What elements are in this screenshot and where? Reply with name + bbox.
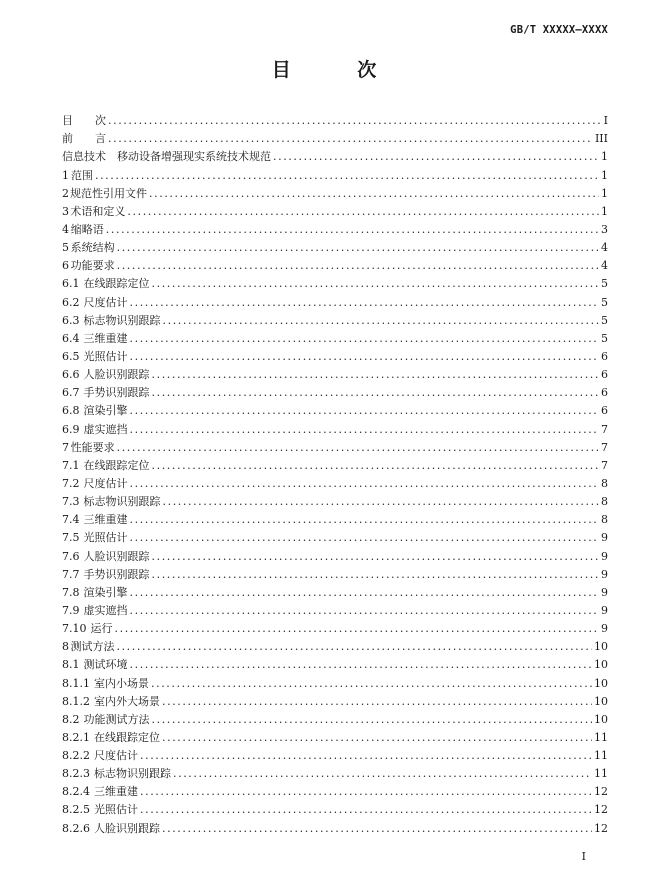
toc-leader-dots	[140, 803, 592, 817]
toc-entry-label: 人脸识别跟踪	[83, 549, 150, 563]
toc-entry-label: 前 言	[62, 132, 106, 146]
toc-leader-dots	[149, 187, 599, 201]
toc-entry-label: 室内小场景	[94, 676, 149, 690]
toc-entry-number: 7	[62, 440, 69, 454]
toc-entry-number: 7.4	[62, 513, 80, 527]
toc-entry[interactable]	[62, 183, 608, 201]
toc-entry[interactable]	[62, 219, 608, 237]
toc-leader-dots	[152, 368, 600, 382]
toc-entry-page: 4	[601, 241, 608, 255]
toc-entry[interactable]	[62, 527, 608, 545]
toc-entry-page: 11	[594, 730, 608, 744]
toc-leader-dots	[151, 677, 592, 691]
toc-entry[interactable]	[62, 709, 608, 727]
toc-leader-dots	[152, 277, 600, 291]
toc-entry-page: 12	[594, 785, 608, 799]
toc-entry-page: 5	[601, 331, 608, 345]
toc-entry-number: 8.2.3	[62, 767, 90, 781]
toc-entry-label: 缩略语	[70, 222, 104, 236]
toc-entry-label: 人脸识别跟踪	[83, 368, 150, 382]
toc-entry-page: 10	[594, 676, 608, 690]
toc-entry-page: 4	[601, 259, 608, 273]
toc-entry[interactable]	[62, 201, 608, 219]
toc-leader-dots	[130, 423, 600, 437]
toc-entry-label: 室内外大场景	[94, 694, 160, 708]
toc-entry-label: 光照估计	[83, 531, 128, 545]
toc-entry-number: 7.9	[62, 603, 80, 617]
toc-entry[interactable]	[62, 727, 608, 745]
toc-entry-label: 标志物识别跟踪	[83, 495, 161, 509]
toc-leader-dots	[152, 386, 600, 400]
toc-entry-page: 7	[601, 440, 608, 454]
toc-entry-page: 12	[594, 821, 608, 835]
toc-entry-label: 光照估计	[83, 349, 128, 363]
toc-entry-page: 6	[601, 368, 608, 382]
toc-leader-dots	[127, 205, 599, 219]
toc-entry-page: 5	[601, 295, 608, 309]
toc-leader-dots	[152, 568, 600, 582]
toc-entry-number: 7.2	[62, 476, 80, 490]
toc-entry-number: 7.6	[62, 549, 80, 563]
toc-leader-dots	[106, 223, 599, 237]
toc-leader-dots	[108, 132, 593, 146]
toc-leader-dots	[108, 114, 602, 128]
toc-entry-number: 8.2.5	[62, 803, 90, 817]
toc-entry-number: 6	[62, 259, 69, 273]
toc-entry[interactable]	[62, 654, 608, 672]
toc-entry[interactable]	[62, 273, 608, 291]
toc-entry[interactable]	[62, 745, 608, 763]
toc-entry-number: 8	[62, 640, 69, 654]
table-of-contents	[62, 110, 608, 836]
toc-entry-label: 标志物识别跟踪	[83, 313, 161, 327]
toc-entry-number: 7.5	[62, 531, 80, 545]
toc-entry[interactable]	[62, 128, 608, 146]
toc-entry-page: 9	[601, 567, 608, 581]
toc-entry-page: I	[603, 114, 608, 128]
toc-entry-page: 6	[601, 404, 608, 418]
toc-entry-label: 目 次	[62, 114, 106, 128]
toc-entry-label: 在线跟踪定位	[83, 458, 150, 472]
toc-entry[interactable]	[62, 237, 608, 255]
toc-entry-label: 信息技术 移动设备增强现实系统技术规范	[62, 150, 271, 164]
toc-entry-label: 虚实遮挡	[83, 422, 128, 436]
toc-entry-page: 11	[594, 767, 608, 781]
toc-leader-dots	[140, 785, 592, 799]
toc-entry-number: 8.1.1	[62, 676, 90, 690]
toc-leader-dots	[117, 441, 599, 455]
toc-entry-label: 运行	[90, 622, 113, 636]
page-title: 目 次	[271, 59, 407, 81]
toc-entry-number: 8.2.4	[62, 785, 90, 799]
toc-entry-label: 虚实遮挡	[83, 603, 128, 617]
toc-entry[interactable]	[62, 691, 608, 709]
toc-leader-dots	[130, 604, 600, 618]
toc-leader-dots	[140, 749, 592, 763]
toc-entry[interactable]	[62, 164, 608, 182]
toc-entry-number: 8.2.1	[62, 730, 90, 744]
toc-entry-label: 术语和定义	[70, 204, 126, 218]
toc-entry-number: 8.2	[62, 712, 80, 726]
toc-leader-dots	[130, 586, 600, 600]
toc-entry[interactable]	[62, 817, 608, 835]
toc-entry-label: 尺度估计	[83, 476, 128, 490]
toc-entry[interactable]	[62, 636, 608, 654]
toc-leader-dots	[115, 622, 600, 636]
toc-leader-dots	[117, 241, 599, 255]
toc-entry-label: 范围	[70, 168, 93, 182]
toc-leader-dots	[130, 296, 600, 310]
toc-entry[interactable]	[62, 382, 608, 400]
toc-entry-label: 标志物识别跟踪	[94, 767, 171, 781]
toc-leader-dots	[117, 259, 599, 273]
toc-leader-dots	[162, 695, 592, 709]
toc-leader-dots	[116, 640, 592, 654]
toc-entry-label: 手势识别跟踪	[83, 386, 150, 400]
toc-entry[interactable]	[62, 781, 608, 799]
toc-leader-dots	[163, 495, 600, 509]
toc-entry-label: 尺度估计	[83, 295, 128, 309]
toc-entry-number: 8.1.2	[62, 694, 90, 708]
toc-leader-dots	[152, 550, 600, 564]
toc-entry-number: 6.3	[62, 313, 80, 327]
toc-entry-number: 6.6	[62, 368, 80, 382]
toc-entry-page: 1	[601, 168, 608, 182]
toc-entry[interactable]	[62, 255, 608, 273]
toc-leader-dots	[273, 150, 599, 164]
toc-entry-page: 6	[601, 349, 608, 363]
toc-entry[interactable]	[62, 110, 608, 128]
toc-entry-label: 尺度估计	[94, 749, 138, 763]
toc-entry-label: 手势识别跟踪	[83, 567, 150, 581]
toc-entry-number: 6.5	[62, 349, 80, 363]
toc-leader-dots	[130, 350, 600, 364]
document-code: GB/T XXXXX—XXXX	[510, 24, 608, 36]
toc-entry-page: 10	[594, 640, 608, 654]
toc-leader-dots	[95, 169, 599, 183]
toc-leader-dots	[130, 531, 600, 545]
toc-leader-dots	[162, 731, 592, 745]
toc-entry-number: 8.1	[62, 658, 80, 672]
toc-entry-page: 10	[594, 712, 608, 726]
toc-entry[interactable]	[62, 146, 608, 164]
toc-entry-page: 12	[594, 803, 608, 817]
toc-entry-number: 1	[62, 168, 69, 182]
toc-entry-page: 6	[601, 386, 608, 400]
toc-entry-label: 在线跟踪定位	[94, 730, 160, 744]
toc-entry-label: 人脸识别跟踪	[94, 821, 160, 835]
toc-entry[interactable]	[62, 763, 608, 781]
toc-entry-number: 7.1	[62, 458, 80, 472]
toc-entry-page: 1	[601, 186, 608, 200]
toc-entry-number: 7.3	[62, 495, 80, 509]
toc-entry-number: 6.4	[62, 331, 80, 345]
toc-leader-dots	[130, 332, 600, 346]
toc-entry-page: 1	[601, 150, 608, 164]
toc-entry-page: 7	[601, 458, 608, 472]
toc-entry[interactable]	[62, 310, 608, 328]
toc-entry-label: 功能要求	[70, 259, 115, 273]
toc-entry-label: 三维重建	[94, 785, 138, 799]
toc-entry[interactable]	[62, 564, 608, 582]
toc-entry-number: 8.2.6	[62, 821, 90, 835]
toc-entry[interactable]	[62, 509, 608, 527]
toc-entry-page: 1	[601, 204, 608, 218]
toc-entry-number: 6.8	[62, 404, 80, 418]
toc-leader-dots	[152, 713, 593, 727]
toc-entry-page: III	[594, 132, 608, 146]
toc-leader-dots	[130, 658, 593, 672]
toc-entry-number: 6.2	[62, 295, 80, 309]
footer-page-number: I	[581, 850, 586, 863]
toc-leader-dots	[130, 404, 600, 418]
toc-entry-label: 三维重建	[83, 513, 128, 527]
toc-entry-page: 9	[601, 585, 608, 599]
toc-leader-dots	[162, 822, 592, 836]
toc-entry[interactable]	[62, 455, 608, 473]
toc-entry-label: 渲染引擎	[83, 585, 128, 599]
toc-entry-page: 5	[601, 313, 608, 327]
toc-leader-dots	[152, 459, 600, 473]
toc-leader-dots	[173, 767, 592, 781]
toc-entry-number: 4	[62, 222, 69, 236]
toc-entry-page: 10	[594, 658, 608, 672]
toc-entry-number: 3	[62, 204, 69, 218]
toc-entry-page: 9	[601, 531, 608, 545]
toc-entry[interactable]	[62, 346, 608, 364]
toc-entry-label: 功能测试方法	[83, 712, 150, 726]
toc-entry-number: 6.7	[62, 386, 80, 400]
toc-entry-label: 在线跟踪定位	[83, 277, 150, 291]
toc-entry[interactable]	[62, 418, 608, 436]
toc-entry[interactable]	[62, 799, 608, 817]
toc-entry-label: 系统结构	[70, 241, 115, 255]
toc-entry-number: 8.2.2	[62, 749, 90, 763]
toc-entry-label: 三维重建	[83, 331, 128, 345]
toc-entry[interactable]	[62, 582, 608, 600]
toc-entry-page: 11	[594, 749, 608, 763]
toc-entry-page: 9	[601, 603, 608, 617]
toc-entry[interactable]	[62, 400, 608, 418]
toc-entry[interactable]	[62, 291, 608, 309]
toc-entry-page: 7	[601, 422, 608, 436]
toc-entry-number: 7.10	[62, 622, 87, 636]
toc-entry[interactable]	[62, 473, 608, 491]
toc-entry-page: 9	[601, 622, 608, 636]
toc-entry-label: 渲染引擎	[83, 404, 128, 418]
toc-leader-dots	[130, 513, 600, 527]
toc-entry-page: 3	[601, 222, 608, 236]
toc-entry-page: 8	[601, 495, 608, 509]
toc-entry[interactable]	[62, 600, 608, 618]
toc-leader-dots	[130, 477, 600, 491]
toc-leader-dots	[163, 314, 600, 328]
toc-entry-page: 10	[594, 694, 608, 708]
toc-entry-number: 6.1	[62, 277, 80, 291]
toc-entry[interactable]	[62, 364, 608, 382]
toc-entry[interactable]	[62, 328, 608, 346]
toc-entry-page: 9	[601, 549, 608, 563]
toc-entry-label: 规范性引用文件	[70, 186, 148, 200]
toc-entry[interactable]	[62, 618, 608, 636]
toc-entry-page: 8	[601, 476, 608, 490]
toc-entry-number: 7.8	[62, 585, 80, 599]
toc-entry[interactable]	[62, 545, 608, 563]
toc-entry-number: 7.7	[62, 567, 80, 581]
toc-entry-label: 测试环境	[83, 658, 128, 672]
toc-entry-number: 5	[62, 241, 69, 255]
toc-entry-page: 8	[601, 513, 608, 527]
toc-entry-page: 5	[601, 277, 608, 291]
toc-entry-number: 2	[62, 186, 69, 200]
toc-entry[interactable]	[62, 437, 608, 455]
toc-entry-label: 光照估计	[94, 803, 138, 817]
toc-entry[interactable]	[62, 672, 608, 690]
toc-entry-number: 6.9	[62, 422, 80, 436]
toc-entry[interactable]	[62, 491, 608, 509]
toc-entry-label: 测试方法	[70, 640, 115, 654]
toc-entry-label: 性能要求	[70, 440, 115, 454]
